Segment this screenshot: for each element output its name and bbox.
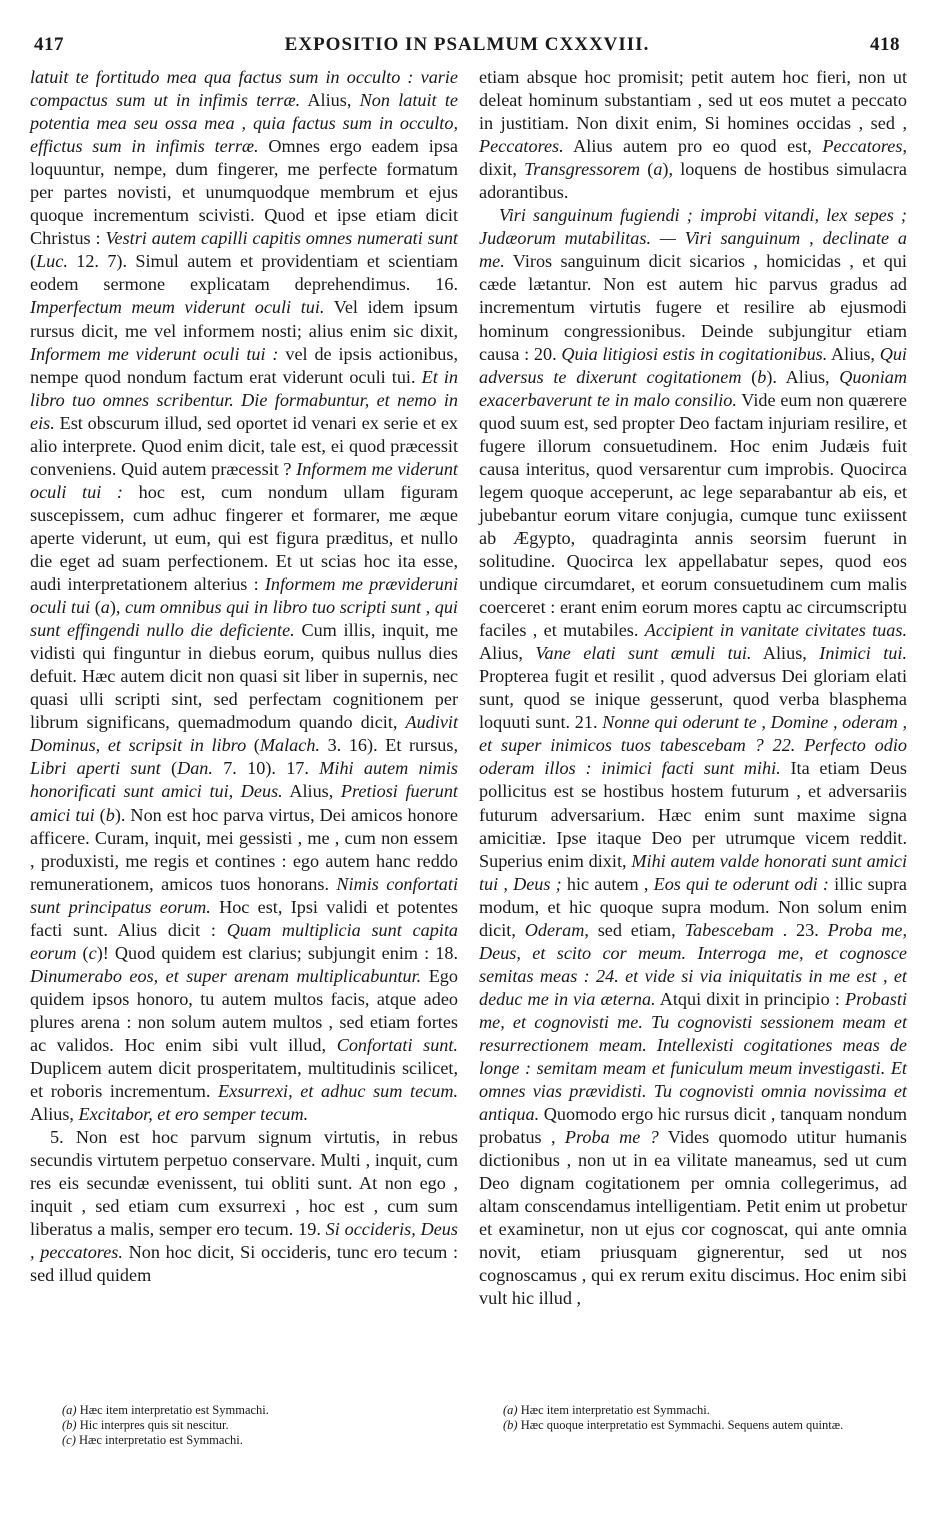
italic-run: Vane elati sunt æmuli tui. xyxy=(535,643,752,664)
italic-run: Luc. xyxy=(36,251,68,272)
text-run: Alius, xyxy=(30,1104,79,1125)
italic-run: Informem me viderunt oculi tui : xyxy=(30,343,279,364)
italic-run: Transgressorem xyxy=(524,159,641,180)
italic-run: Qui adversus te dixerunt cogitationem xyxy=(479,343,907,387)
left-text-column xyxy=(30,66,458,1287)
italic-run: cum omnibus qui in libro tuo scripti sunt , qui sunt effingendi nullo die deficiente. xyxy=(30,597,458,641)
text-run: 5. Non est hoc parvum signum virtutis, in rebus secundis virtutem perpetuo conservare. Multi , inquit, cum res eis secundæ evenissent, tui obliti sunt. At non ego , inquit , sed etiam cum exsurrexi , hoc est , cum sum liberatus a malis, semper ero tecum. 19. xyxy=(30,1127,458,1240)
italic-run: Proba me ? xyxy=(564,1127,659,1148)
italic-run: Dinumerabo eos, et super arenam multiplicabuntur. xyxy=(30,965,422,986)
text-run: etiam absque hoc promisit; petit autem hoc fieri, non ut deleat hominum substantiam , sed ut eos mutet a peccato in justitiam. Non dixit enim, Si homines occidas , sed , xyxy=(479,67,907,134)
footnote-text: Hæc item interpretatio est Symmachi. xyxy=(76,1403,269,1417)
text-run: ( xyxy=(741,366,758,387)
italic-run: Mihi autem nimis honorificati sunt amici tui, Deus. xyxy=(30,758,459,802)
left-footnotes xyxy=(62,1403,452,1448)
italic-run: Mihi autem valde honorati sunt amici tui , Deus ; xyxy=(479,850,907,894)
italic-run: latuit te fortitudo mea qua factus sum in occulto : varie compactus sum ut in infimis terræ. xyxy=(30,67,458,111)
text-run: ( xyxy=(94,804,106,825)
italic-run: Tabescebam xyxy=(684,919,774,940)
italic-run: Accipient in vanitate civitates tuas. xyxy=(644,620,907,641)
footnote xyxy=(503,1403,903,1418)
text-run: ), xyxy=(109,597,126,618)
text-run: hic autem , xyxy=(561,873,654,894)
text-run: Alius, xyxy=(751,643,820,664)
text-run: ( xyxy=(76,942,89,963)
footnote-text: Hæc quoque interpretatio est Symmachi. Sequens autem quintæ. xyxy=(517,1418,844,1432)
footnote-text: Hic interpres quis sit nescitur. xyxy=(76,1418,229,1432)
text-run: Ego quidem ipsos honoro, tu autem multos facis, atque adeo plures arena : non solum autem multos , sed etiam fortes ac validos. Hoc enim sibi vult illud, xyxy=(30,965,458,1055)
text-run: 3. 16). Et rursus, xyxy=(319,735,458,756)
right-footnotes xyxy=(503,1403,903,1433)
italic-run: b xyxy=(757,366,767,387)
italic-run: Nimis confortati sunt principatus eorum. xyxy=(30,873,458,917)
italic-run: Confortati sunt. xyxy=(336,1034,458,1055)
italic-run: c xyxy=(88,942,97,963)
page-header xyxy=(28,34,906,60)
text-run: Omnes ergo eadem ipsa loquuntur, nempe, dum fingerer, me perfecte formatum per partes novisti, et unumquodque membrum et ejus quoque incrementum scivisti. Quod et ipse etiam dicit Christus : xyxy=(30,136,458,249)
italic-run: Peccatores. xyxy=(479,136,564,157)
italic-run: a xyxy=(653,159,663,180)
italic-run: Si occideris, Deus , peccatores. xyxy=(30,1219,458,1263)
italic-run: Quam multiplicia sunt capita eorum xyxy=(30,919,458,963)
text-run: Viros sanguinum dicit sicarios , homicidas , et qui cæde lætantur. Non est autem hic parvus gradus ad incrementum virtutis fugere et resilire ab ejusmodi hominum congressionibus. Deinde subjungitur etiam causa : 20. xyxy=(479,251,907,364)
text-run: 7. 10). 17. xyxy=(212,758,320,779)
italic-run: Nonne qui oderunt te , Domine , oderam , et super inimicos tuos tabescebam ? 22. Perfecto odio oderam illos : inimici facti sunt mihi. xyxy=(479,712,907,779)
paragraph xyxy=(479,204,907,1310)
text-run: Non hoc dicit, Si occideris, tunc ero tecum : sed illud quidem xyxy=(30,1242,459,1286)
italic-run: Inimici tui. xyxy=(819,643,907,664)
text-run: ( xyxy=(90,597,101,618)
right-page-number: 418 xyxy=(870,34,900,55)
italic-run: Probasti me, et cognovisti me. Tu cognovisti sessionem meam et resurrectionem meam. Intellexisti cogitationes meas de longe : semitam meam et funiculum meum investigasti. Et omnes vias prævidisti. Tu cognovisti omnia novissima et antiqua. xyxy=(479,988,907,1125)
text-run: Alius, xyxy=(827,343,880,364)
footnote xyxy=(62,1418,452,1433)
text-run: 12. 7). Simul autem et providentiam et scientiam eodem sermone explicatam deprehendimus. 16. xyxy=(30,251,458,295)
text-run: Alius, xyxy=(300,90,360,111)
italic-run: Imperfectum meum viderunt oculi tui. xyxy=(30,297,325,318)
text-run: )! Quod quidem est clarius; subjungit enim : 18. xyxy=(96,942,458,963)
text-run: Alius, xyxy=(282,781,341,802)
italic-run: Peccatores xyxy=(822,136,903,157)
text-run: illic supra modum, et hic quoque supra modum. Non solum enim dicit, xyxy=(479,873,907,940)
text-run: ( xyxy=(246,735,260,756)
text-run: hoc est, cum nondum ullam figuram suscepissem, cum adhuc fingerer et formarer, me æque aperte viderunt, ut eum, qui est figura præditus, et nullo die eget ad suam perfectionem. Et ut scias hoc ita esse, audi interpretationem alterius : xyxy=(30,481,458,595)
text-run: Duplicem autem dicit prosperitatem, multitudinis scilicet, et roboris incrementum. xyxy=(30,1058,458,1102)
text-run: Vel idem ipsum rursus dicit, me vel informem nosti; alius enim sic dixit, xyxy=(30,297,459,341)
text-run: vel de ipsis actionibus, nempe quod nondum factum erat viderunt oculi tui. xyxy=(30,343,459,387)
paragraph xyxy=(30,66,458,1126)
italic-run: Pretiosi fuerunt amici tui xyxy=(30,781,458,825)
text-run: ( xyxy=(640,159,654,180)
italic-run: Libri aperti sunt xyxy=(30,758,161,779)
italic-run: Vestri autem capilli capitis omnes numerati sunt xyxy=(105,228,458,249)
footnote-text: Hæc item interpretatio est Symmachi. xyxy=(517,1403,710,1417)
text-run: Ita etiam Deus pollicitus est se hostibus hostem futurum , et adversariis futurum adversarium. Hæc enim sunt maxime signa amicitiæ. Ipse itaque Deo per utrumque vicem reddit. Superius enim dixit, xyxy=(479,758,907,871)
text-run: ( xyxy=(160,758,178,779)
italic-run: Audivit Dominus, et scripsit in libro xyxy=(30,712,458,756)
right-text-column xyxy=(479,66,907,1311)
italic-run: Quia litigiosi estis in cogitationibus. xyxy=(561,343,828,364)
italic-run: Informem me prævideruni oculi tui xyxy=(30,574,459,618)
italic-run: Exsurrexi, et adhuc sum tecum. xyxy=(218,1081,458,1102)
italic-run: Dan. xyxy=(177,758,213,779)
left-page-number: 417 xyxy=(34,34,64,55)
text-run: Vides quomodo utitur humanis dictionibus , non ut in ea vilitate maneamus, sed ut cum Deo dignam cogitationem per omnia collegerimus, ad altam conscendamus intelligentiam. Petit enim ut probetur et examinetur, non ut ejus cor cognoscat, qui ante omnia novit, etiam priusquam gignerentur, sed ut nos cognoscamus , qui ex rerum exitu discimus. Hoc enim sibi vult hic illud , xyxy=(479,1127,907,1309)
footnote-text: Hæc interpretatio est Symmachi. xyxy=(75,1433,243,1447)
text-run: Alius, xyxy=(479,643,536,664)
text-run: Atqui dixit in principio : xyxy=(655,988,846,1009)
text-run: Hoc est, Ipsi validi et potentes facti sunt. Alius dicit : xyxy=(30,896,458,940)
footnote-mark: (a) xyxy=(503,1403,518,1417)
italic-run: a xyxy=(100,597,110,618)
italic-run: Quoniam exacerbaverunt te in malo consilio. xyxy=(479,366,907,410)
italic-run: Et in libro tuo omnes scribentur. Die formabuntur, et nemo in eis. xyxy=(30,366,459,433)
italic-run: Eos qui te oderunt odi : xyxy=(653,873,829,894)
footnote-mark: (b) xyxy=(503,1418,518,1432)
text-run: ). Alius, xyxy=(766,366,840,387)
italic-run: b xyxy=(105,804,115,825)
italic-run: Viri sanguinum fugiendi ; improbi vitandi, lex sepes ; Judæorum mutabilitas. — Viri sanguinum , declinate a me. xyxy=(479,205,907,272)
text-run: Propterea fugit et resilit , quod adversus Dei gloriam elati sunt, quod se inique gesserunt, quod verba blasphema loquuti sunt. 21. xyxy=(479,666,907,733)
text-run: ( xyxy=(30,251,37,272)
italic-run: Excitabor, et ero semper tecum. xyxy=(78,1104,309,1125)
text-run: Cum illis, inquit, me vidisti qui finguntur in diebus eorum, quibus nullus dies defuit. Hæc autem dicit non quasi sit liber in supernis, nec quasi ulli scripti sint, sed perfectam cognitionem per librum significans, quemadmodum quando dicit, xyxy=(30,620,458,733)
text-run: , dixit, xyxy=(479,136,907,180)
footnote xyxy=(62,1433,452,1448)
text-run: Est obscurum illud, sed oportet id venari ex serie et ex alio interprete. Quod enim dicit, tale est, ei quod præcessit conveniens. Quid autem præcessit ? xyxy=(30,412,458,479)
text-run: ), loquens de hostibus simulacra adorantibus. xyxy=(479,159,907,203)
footnote-mark: (a) xyxy=(62,1403,77,1417)
text-run: . 23. xyxy=(773,919,828,940)
footnote xyxy=(503,1418,903,1433)
text-run: Alius autem pro eo quod est, xyxy=(563,136,823,157)
footnote xyxy=(62,1403,452,1418)
paragraph xyxy=(479,66,907,204)
italic-run: Non latuit te potentia mea seu ossa mea , quia factus sum in occulto, effictus sum in infimis terræ. xyxy=(30,90,458,157)
italic-run: Informem me viderunt oculi tui : xyxy=(30,458,458,502)
footnote-mark: (c) xyxy=(62,1433,76,1447)
italic-run: Oderam xyxy=(524,919,585,940)
text-run: ). Non est hoc parva virtus, Dei amicos honore afficere. Curam, inquit, mei gessisti , me , cum non essem , produxisti, me regis et contines : ego autem hanc reddo remunerationem, amicos tuos honorans. xyxy=(30,804,458,894)
text-run: Vide eum non quærere quod suum est, sed propter Deo factam injuriam resilire, et fugere illorum consuetudinem. Hoc enim Judæis fuit causa interitus, quod versarentur cum improbis. Quocirca legem quoque acceperunt, ac lege separabantur ab eis, et jubebantur eorum vitare conjugia, cumque tunc exiissent ab Ægypto, quadraginta annis seorsim fuerunt in solitudine. Quocirca lex appellabatur sepes, quod eos undique circumdaret, et eorum consuetudinem cum malis coerceret : erant enim eorum mores captu ac circumscriptu faciles , et mutabiles. xyxy=(479,389,907,641)
text-run: Quomodo ergo hic rursus dicit , tanquam nondum probatus , xyxy=(479,1104,907,1148)
text-run: , sed etiam, xyxy=(584,919,685,940)
italic-run: Proba me, Deus, et scito cor meum. Interroga me, et cognosce semitas meas : 24. et vide si via iniquitatis in me est , et deduc me in via æterna. xyxy=(479,919,908,1009)
paragraph xyxy=(30,1126,458,1287)
italic-run: Malach. xyxy=(259,735,320,756)
footnote-mark: (b) xyxy=(62,1418,77,1432)
running-title: EXPOSITIO IN PSALMUM CXXXVIII. xyxy=(284,34,650,55)
